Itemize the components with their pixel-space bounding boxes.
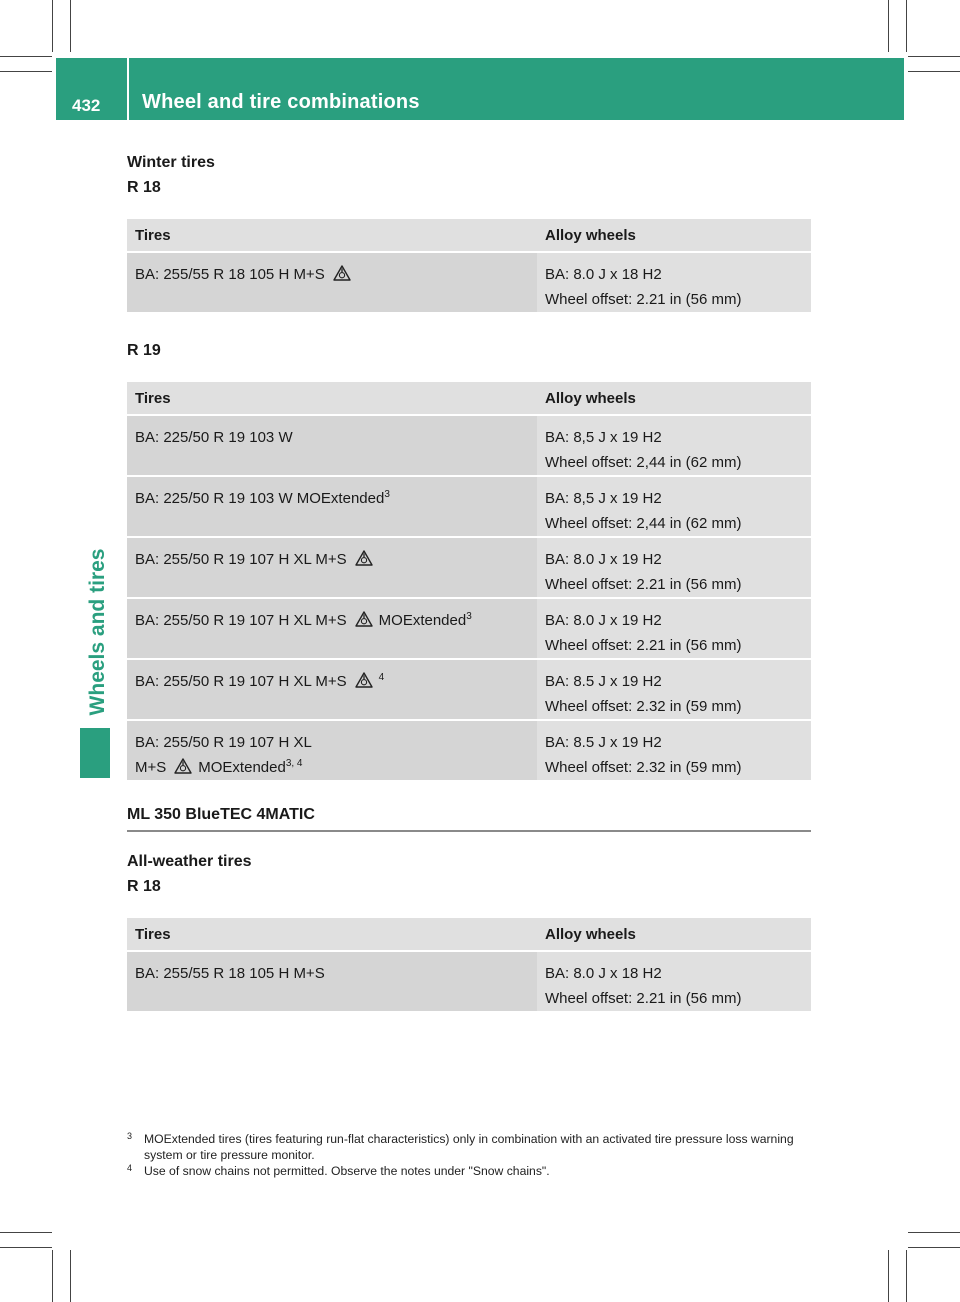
- footnotes: [127, 1131, 817, 1179]
- crop-mark: [908, 1232, 960, 1233]
- header-divider: [127, 58, 129, 120]
- column-header-tires: Tires: [127, 219, 537, 253]
- crop-mark: [906, 1250, 907, 1302]
- tire-spec: BA: 255/55 R 18 105 H M+S: [135, 266, 325, 283]
- snowflake-mountain-icon: [355, 611, 373, 627]
- crop-mark: [908, 1247, 960, 1248]
- chapter-tab-label: Wheels and tires: [86, 548, 109, 716]
- page-number: 432: [72, 96, 101, 115]
- tire-table-all-weather-r18: [127, 918, 811, 1013]
- wheel-cell: [537, 253, 811, 314]
- table-row: [127, 721, 811, 782]
- rim-size-label: R 19: [127, 342, 161, 359]
- wheel-cell: [537, 721, 811, 782]
- crop-mark: [0, 1232, 52, 1233]
- tire-spec: BA: 225/50 R 19 103 W: [135, 429, 293, 446]
- chapter-tab-marker: [80, 728, 110, 778]
- column-header-alloy-wheels: Alloy wheels: [537, 219, 811, 253]
- table-header-row: [127, 219, 811, 253]
- wheel-spec: BA: 8.0 J x 18 H2: [545, 965, 662, 982]
- footnote-text: Use of snow chains not permitted. Observe the notes under "Snow chains".: [144, 1164, 550, 1178]
- tire-cell: [127, 477, 537, 538]
- crop-mark: [52, 0, 53, 52]
- tire-cell: [127, 253, 537, 314]
- section-heading: Winter tires: [127, 154, 215, 171]
- wheel-cell: [537, 599, 811, 660]
- model-heading: ML 350 BlueTEC 4MATIC: [127, 804, 811, 832]
- rim-size-label: R 18: [127, 878, 161, 895]
- wheel-offset: Wheel offset: 2.32 in (59 mm): [545, 759, 742, 776]
- wheel-spec: BA: 8,5 J x 19 H2: [545, 429, 662, 446]
- wheel-offset: Wheel offset: 2.21 in (56 mm): [545, 576, 742, 593]
- tire-spec: BA: 225/50 R 19 103 W MOExtended: [135, 490, 385, 507]
- footnote-ref: 3: [384, 489, 390, 500]
- wheel-offset: Wheel offset: 2.21 in (56 mm): [545, 637, 742, 654]
- page-title: Wheel and tire combinations: [142, 91, 420, 113]
- table-row: [127, 477, 811, 538]
- tire-cell: [127, 599, 537, 660]
- crop-mark: [0, 71, 52, 72]
- tire-spec-cont: M+S: [135, 759, 167, 776]
- snowflake-mountain-icon: [333, 265, 351, 281]
- main-content: [127, 150, 811, 1013]
- tire-table-winter-r19: [127, 382, 811, 782]
- tire-spec: BA: 255/50 R 19 107 H XL M+S: [135, 612, 347, 629]
- table-header-row: [127, 382, 811, 416]
- wheel-offset: Wheel offset: 2.32 in (59 mm): [545, 698, 742, 715]
- wheel-cell: [537, 952, 811, 1013]
- footnote: [127, 1163, 817, 1179]
- footnote-number: 3: [127, 1131, 133, 1141]
- wheel-offset: Wheel offset: 2,44 in (62 mm): [545, 515, 742, 532]
- wheel-spec: BA: 8.0 J x 19 H2: [545, 612, 662, 629]
- wheel-spec: BA: 8.5 J x 19 H2: [545, 673, 662, 690]
- wheel-cell: [537, 538, 811, 599]
- tire-table-winter-r18: [127, 219, 811, 314]
- snowflake-mountain-icon: [355, 672, 373, 688]
- crop-mark: [70, 0, 71, 52]
- crop-mark: [0, 1247, 52, 1248]
- tire-suffix: MOExtended: [198, 759, 286, 776]
- crop-mark: [70, 1250, 71, 1302]
- wheel-spec: BA: 8.0 J x 18 H2: [545, 266, 662, 283]
- crop-mark: [888, 0, 889, 52]
- crop-mark: [908, 71, 960, 72]
- tire-spec: BA: 255/55 R 18 105 H M+S: [135, 965, 325, 982]
- wheel-cell: [537, 416, 811, 477]
- table-row: [127, 599, 811, 660]
- column-header-tires: Tires: [127, 918, 537, 952]
- snowflake-mountain-icon: [355, 550, 373, 566]
- column-header-alloy-wheels: Alloy wheels: [537, 382, 811, 416]
- tire-cell: [127, 416, 537, 477]
- table-header-row: [127, 918, 811, 952]
- tire-spec: BA: 255/50 R 19 107 H XL M+S: [135, 673, 347, 690]
- table-row: [127, 253, 811, 314]
- crop-mark: [888, 1250, 889, 1302]
- footnote-text: MOExtended tires (tires featuring run-flat characteristics) only in combination with an activated tire pressure loss warning system or tire pressure monitor.: [144, 1132, 794, 1162]
- footnote-ref: 3: [466, 611, 472, 622]
- footnote-ref: 3, 4: [285, 758, 303, 769]
- column-header-alloy-wheels: Alloy wheels: [537, 918, 811, 952]
- snowflake-mountain-icon: [174, 758, 192, 774]
- tire-cell: [127, 721, 537, 782]
- footnote: [127, 1131, 817, 1163]
- tire-cell: [127, 952, 537, 1013]
- footnote-number: 4: [127, 1163, 133, 1173]
- tire-cell: [127, 660, 537, 721]
- table-row: [127, 538, 811, 599]
- crop-mark: [52, 1250, 53, 1302]
- crop-mark: [908, 56, 960, 57]
- wheel-cell: [537, 660, 811, 721]
- tire-spec: BA: 255/50 R 19 107 H XL: [135, 734, 312, 751]
- tire-spec: BA: 255/50 R 19 107 H XL M+S: [135, 551, 347, 568]
- rim-size-label: R 18: [127, 179, 161, 196]
- wheel-offset: Wheel offset: 2.21 in (56 mm): [545, 291, 742, 308]
- crop-mark: [906, 0, 907, 52]
- wheel-spec: BA: 8,5 J x 19 H2: [545, 490, 662, 507]
- table-row: [127, 416, 811, 477]
- wheel-spec: BA: 8.0 J x 19 H2: [545, 551, 662, 568]
- wheel-offset: Wheel offset: 2.21 in (56 mm): [545, 990, 742, 1007]
- wheel-spec: BA: 8.5 J x 19 H2: [545, 734, 662, 751]
- table-row: [127, 660, 811, 721]
- footnote-ref: 4: [378, 672, 385, 683]
- crop-mark: [0, 56, 52, 57]
- wheel-cell: [537, 477, 811, 538]
- tire-suffix: MOExtended: [378, 612, 467, 629]
- column-header-tires: Tires: [127, 382, 537, 416]
- table-row: [127, 952, 811, 1013]
- section-heading: All-weather tires: [127, 853, 252, 870]
- tire-cell: [127, 538, 537, 599]
- wheel-offset: Wheel offset: 2,44 in (62 mm): [545, 454, 742, 471]
